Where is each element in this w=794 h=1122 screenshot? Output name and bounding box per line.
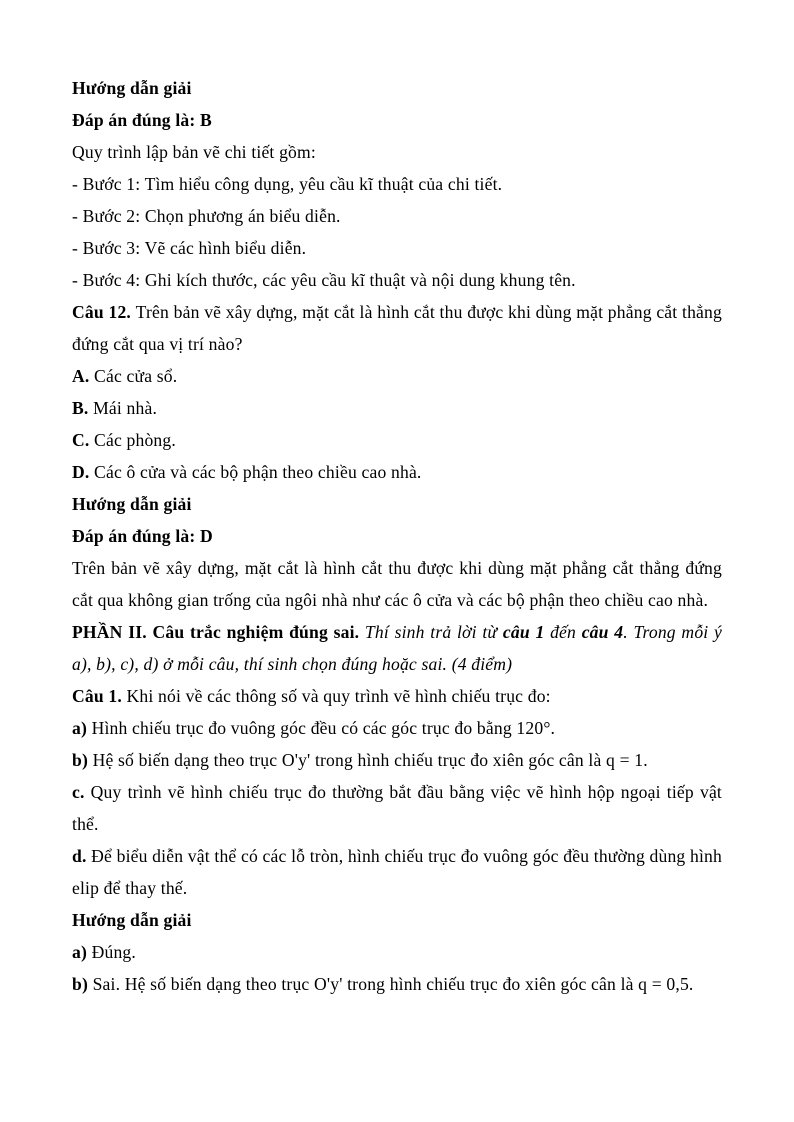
option-letter: B.	[72, 398, 89, 418]
answer-item-b	[72, 968, 722, 1000]
step-buoc-2: - Bước 2: Chọn phương án biểu diễn.	[72, 206, 341, 226]
sub-item-b	[72, 744, 722, 776]
sub-item-letter: b)	[72, 750, 88, 770]
paragraph-quy-trinh-intro: Quy trình lập bản vẽ chi tiết gồm:	[72, 142, 316, 162]
sub-item-text: Để biểu diễn vật thể có các lỗ tròn, hình chiếu trục đo vuông góc đều thường dùng hình elip để thay thế.	[72, 846, 722, 898]
sub-item-d	[72, 840, 722, 904]
document-body	[72, 72, 722, 1000]
question-text: Trên bản vẽ xây dựng, mặt cắt là hình cắt thu được khi dùng mặt phẳng cắt thẳng đứng cắt qua vị trí nào?	[72, 302, 722, 354]
question-text: Khi nói về các thông số và quy trình vẽ hình chiếu trục đo:	[126, 686, 551, 706]
question-number-label: Câu 1.	[72, 686, 122, 706]
answer-key-1	[72, 104, 722, 136]
sub-item-letter: d.	[72, 846, 87, 866]
section-header-bold-lead: PHẦN II. Câu trắc nghiệm đúng sai.	[72, 622, 360, 642]
question-number-label: Câu 12.	[72, 302, 131, 322]
answer-key-text: Đáp án đúng là: D	[72, 526, 213, 546]
sub-item-text: Quy trình vẽ hình chiếu trục đo thường bắt đầu bằng việc vẽ hình hộp ngoại tiếp vật thể.	[72, 782, 722, 834]
sub-item-text: Hình chiếu trục đo vuông góc đều có các góc trục đo bằng 120°.	[91, 718, 556, 738]
sub-item-text: Sai. Hệ số biến dạng theo trục O'y' trong hình chiếu trục đo xiên góc cân là q = 0,5.	[92, 974, 694, 994]
step-buoc-3: - Bước 3: Vẽ các hình biểu diễn.	[72, 238, 307, 258]
option-letter: D.	[72, 462, 90, 482]
heading-text: Hướng dẫn giải	[72, 494, 192, 514]
sub-item-letter: c.	[72, 782, 85, 802]
option-text: Các cửa sổ.	[94, 366, 178, 386]
sub-item-text: Đúng.	[91, 942, 136, 962]
sub-item-c	[72, 776, 722, 840]
section-header-italic-1: Thí sinh trả lời từ	[364, 622, 503, 642]
sub-item-letter: a)	[72, 718, 88, 738]
step-buoc-4: - Bước 4: Ghi kích thước, các yêu cầu kĩ thuật và nội dung khung tên.	[72, 270, 576, 290]
option-c	[72, 424, 722, 456]
heading-huong-dan-giai-2	[72, 488, 722, 520]
sub-item-text: Hệ số biến dạng theo trục O'y' trong hình chiếu trục đo xiên góc cân là q = 1.	[92, 750, 648, 770]
section-header-phan-ii	[72, 616, 722, 680]
heading-huong-dan-giai-1	[72, 72, 722, 104]
option-letter: A.	[72, 366, 90, 386]
heading-text: Hướng dẫn giải	[72, 78, 192, 98]
section-header-bold-italic-2: câu 4	[581, 622, 624, 642]
answer-key-2	[72, 520, 722, 552]
heading-huong-dan-giai-3	[72, 904, 722, 936]
option-text: Các phòng.	[94, 430, 176, 450]
sub-item-letter: b)	[72, 974, 88, 994]
option-a	[72, 360, 722, 392]
option-letter: C.	[72, 430, 90, 450]
option-b	[72, 392, 722, 424]
option-d	[72, 456, 722, 488]
question-cau-12	[72, 296, 722, 360]
paragraph-cau-12-explanation: Trên bản vẽ xây dựng, mặt cắt là hình cắt thu được khi dùng mặt phẳng cắt thẳng đứng cắt qua không gian trống của ngôi nhà như các ô cửa và các bộ phận theo chiều cao nhà.	[72, 558, 722, 610]
question-cau-1	[72, 680, 722, 712]
heading-text: Hướng dẫn giải	[72, 910, 192, 930]
sub-item-a	[72, 712, 722, 744]
answer-item-a	[72, 936, 722, 968]
sub-item-letter: a)	[72, 942, 88, 962]
answer-key-text: Đáp án đúng là: B	[72, 110, 212, 130]
section-header-italic-3: . Trong mỗi ý a), b), c), d) ở mỗi câu, thí sinh chọn đúng hoặc sai. (4 điểm)	[72, 622, 723, 674]
option-text: Mái nhà.	[93, 398, 158, 418]
section-header-italic-2: đến	[544, 622, 582, 642]
option-text: Các ô cửa và các bộ phận theo chiều cao nhà.	[94, 462, 422, 482]
section-header-bold-italic-1: câu 1	[502, 622, 545, 642]
step-buoc-1: - Bước 1: Tìm hiểu công dụng, yêu cầu kĩ thuật của chi tiết.	[72, 174, 503, 194]
